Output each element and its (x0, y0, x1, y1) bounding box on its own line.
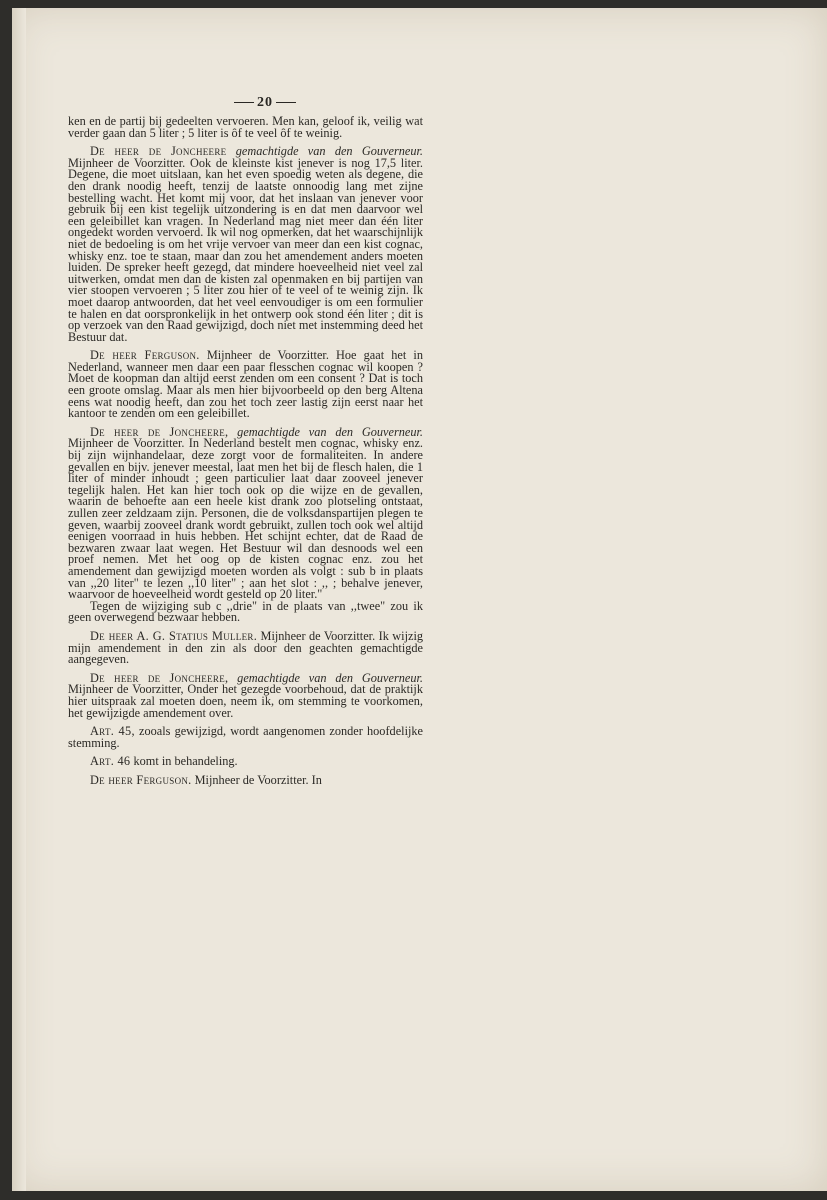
text-column (68, 116, 423, 793)
speaker-name: De heer de Joncheere (90, 144, 227, 159)
speaker-role: gemachtigde van den Gouverneur. (237, 424, 423, 439)
paragraph (68, 756, 423, 768)
paragraph-text: zooals gewijzigd, wordt aangenomen zonder hoofdelijke stemming. (68, 724, 424, 750)
paragraph (68, 146, 423, 343)
paragraph (68, 628, 424, 667)
paragraph (68, 116, 423, 139)
speaker-role: gemachtigde van den Gouverneur. (235, 144, 423, 159)
speaker-name: De heer Ferguson. (90, 348, 200, 363)
paragraph-text: Mijnheer de Voorzitter. Ook de kleinste kist jenever is nog 17,5 liter. Degene, die moet uitslaan, kan het even spoedig weten als degene, die den drank noodig heeft, tenzij de laatste onnoodig lang met zijne bestelling wacht. Het komt mij voor, dat het inslaan van jenever voor gebruik bij een kist tegelijk uitzondering is en dat men daarvoor wel een geleibillet kan vragen. In Nederland mag niet meer dan één liter ongedekt worden vervoerd. Ik wil nog opmerken, dat het waarschijnlijk niet de bedoeling is om het vrije vervoer van meer dan een kist cognac, whisky enz. toe te staan, maar dan zou het amendement anders moeten luiden. De spreker heeft gezegd, dat mindere hoeveelheid niet veel zal uitwerken, omdat men dan de kisten zal openmaken en bij partijen van vier stoopen vervoeren ; 5 liter zou hier of te veel of te weinig zijn. Ik moet daarop antwoorden, dat het veel eenvoudiger is om een formulier te halen en dat oorspronkelijk in het ontwerp ook stond één liter ; dit is op verzoek van den Raad gewijzigd, doch niet met instemming deed het Bestuur dat. (68, 155, 423, 344)
binding-edge (12, 8, 26, 1191)
speaker-name: De heer A. G. Statius Muller. (90, 628, 258, 643)
speaker-name: De heer de Joncheere, (90, 424, 229, 439)
document-page (12, 8, 827, 1191)
paragraph-text: Mijnheer de Voorzitter. Ik wijzig mijn amendement in den zin als door den geachten gemachtigde aangegeven. (68, 628, 424, 667)
speaker-name: De heer de Joncheere, (90, 670, 229, 685)
paragraph (68, 598, 423, 625)
paragraph-text: komt in behandeling. (133, 754, 238, 769)
article-label: Art. 46 (90, 754, 131, 769)
article-label: Art. 45, (90, 724, 135, 739)
paragraph (68, 772, 423, 787)
paragraph-text: Mijnheer de Voorzitter, Onder het gezegde voorbehoud, dat de praktijk hier uitspraak zal moeten doen, neem ik, om stemming te voorkomen, het gewijzigde amendement over. (68, 682, 423, 720)
paragraph-text: Mijnheer de Voorzitter. In (194, 772, 322, 787)
speaker-role: gemachtigde van den Gouverneur. (237, 670, 423, 685)
paragraph (68, 726, 423, 749)
paragraph-text: Mijnheer de Voorzitter. In Nederland bestelt men cognac, whisky enz. bij zijn wijnhandelaar, deze zorgt voor de formaliteiten. In andere gevallen en bijv. jenever meestal, laat men het bij de flesch halen, die 1 liter of minder inhoudt ; geen particulier laat daar zooveel jenever tegelijk halen. Het kan hier toch ook op die wijze en de gevallen, waarin de behoefte aan een heele kist drank zoo plotseling ontstaat, zullen zeer zeldzaam zijn. Personen, die de volksdanspartijen plegen te geven, waarbij zooveel drank wordt gebruikt, zullen toch ook wel altijd eenigen voorraad in huis hebben. Het schijnt echter, dat de Raad de bezwaren zwaar laat wegen. Het Bestuur wil dan desnoods wel een proef nemen. Met het oog op de kisten cognac enz. zou het amendement dan gewijzigd moeten worden als volgt : sub b in plaats van ,,20 liter" te lezen ,,10 liter" ; aan het slot : ,, ; behalve jenever, waarvoor de hoeveelheid wordt gesteld op 20 liter." (68, 436, 423, 602)
page-number: 20 (225, 95, 305, 111)
paragraph (68, 424, 423, 602)
speaker-name: De heer Ferguson. (90, 772, 192, 787)
paragraph-text: Mijnheer de Voorzitter. Hoe gaat het in Nederland, wanneer men daar een paar flesschen cognac wil koopen ? Moet de koopman dan altijd eerst zenden om een consent ? Dat is toch een groote omslag. Maar als men hier bijvoorbeeld op den berg Altena eens wat noodig heeft, dan zou het toch zeer lastig zijn eerst naar het kantoor te zenden om een geleibillet. (68, 348, 423, 421)
paragraph-text: ken en de partij bij gedeelten vervoeren. Men kan, geloof ik, veilig wat verder gaan dan 5 liter ; 5 liter is ôf te veel ôf te weinig. (68, 114, 423, 140)
paragraph-text: Tegen de wijziging sub c ,,drie" in de plaats van ,,twee" zou ik geen overwegend bezwaar hebben. (68, 598, 423, 625)
paragraph (68, 670, 423, 720)
paragraph (68, 350, 423, 420)
